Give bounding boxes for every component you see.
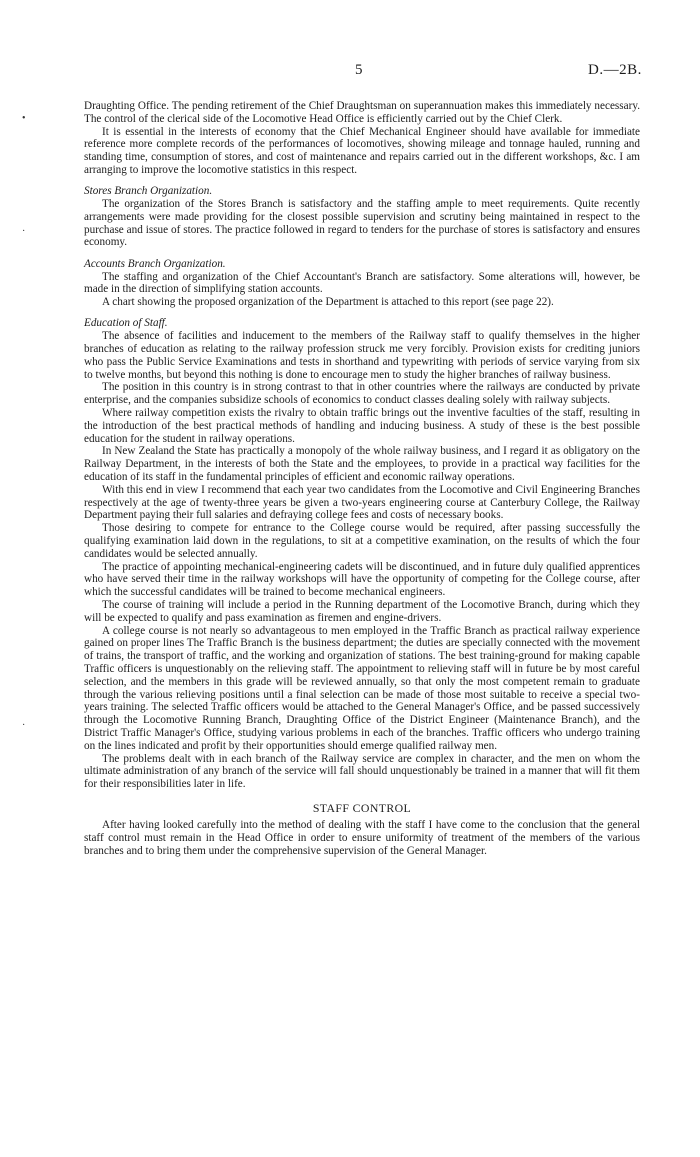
section-heading-stores: Stores Branch Organization. <box>84 185 213 198</box>
section-heading-accounts: Accounts Branch Organization. <box>84 257 226 270</box>
paragraph: Where railway competition exists the rivalry to obtain traffic brings out the inventive faculties of the staff, resulting in the introduction of the best practical methods of handling and inducing business. A study of these is the best possible education for the student in railway operations. <box>84 407 640 445</box>
section-heading-education: Education of Staff. <box>84 317 168 330</box>
paragraph: The organization of the Stores Branch is satisfactory and the staffing ample to meet requirements. Quite recently arrangements were made providing for the closest possible supervision and scrutiny being maintained in respect to the purchase and issue of stores. The practice followed in regard to tenders for the purchase of stores is satisfactory and ensures economy. <box>84 198 640 249</box>
paragraph: Those desiring to compete for entrance to the College course would be required, after passing successfully the qualifying examination laid down in the regulations, to sit at a competitive examination, on the results of which the four candidates would be selected annually. <box>84 522 640 560</box>
paragraph: After having looked carefully into the method of dealing with the staff I have come to the conclusion that the general staff control must remain in the Head Office in order to ensure uniformity of treatment of the members of the various branches and to bring them under the comprehensive supervision of the General Manager. <box>84 819 640 857</box>
paragraph: The course of training will include a period in the Running department of the Locomotive Branch, during which they will be expected to qualify and pass examination as firemen and engine-drivers. <box>84 598 640 624</box>
margin-mark: · <box>22 226 26 237</box>
margin-mark: · <box>22 720 26 731</box>
paragraph: The problems dealt with in each branch of the Railway service are complex in character, and the men on whom the ultimate administration of any branch of the service will fall should unquestionably be trained in a manner that will fit them for their responsibilities later in life. <box>84 752 640 791</box>
paragraph: It is essential in the interests of economy that the Chief Mechanical Engineer should have available for immediate reference more complete records of the performances of locomotives, showing mileage and tonnage hauled, running and standing time, consumption of stores, and cost of maintenance and repairs carried out in the different workshops, &c. I am arranging to improve the locomotive statistics in this respect. <box>84 125 640 176</box>
paragraph: A chart showing the proposed organization of the Department is attached to this report (see page 22). <box>102 296 554 309</box>
section-heading-staff-control: STAFF CONTROL <box>312 801 412 816</box>
document-body <box>84 100 640 858</box>
paragraph: Draughting Office. The pending retirement of the Chief Draughtsman on superannuation makes this immediately necessary. The control of the clerical side of the Locomotive Head Office is efficiently carried out by the Chief Clerk. <box>84 100 640 125</box>
paragraph: The staffing and organization of the Chief Accountant's Branch are satisfactory. Some alterations will, however, be made in the direction of simplifying station accounts. <box>84 270 640 296</box>
page-number: 5 <box>355 62 363 78</box>
document-reference: D.—2B. <box>588 62 642 78</box>
paragraph: With this end in view I recommend that each year two candidates from the Locomotive and Civil Engineering Branches respectively at the age of twenty-three years be given a two-years engineering course at Canterbury College, the Railway Department paying their full salaries and defraying college fees and costs of necessary books. <box>84 483 640 522</box>
margin-mark: • <box>22 113 26 124</box>
paragraph: The absence of facilities and inducement to the members of the Railway staff to qualify themselves in the higher branches of education as relating to the railway profession struck me very forcibly. Provision exists for crediting juniors who pass the Public Service Examinations and tests in shorthand and typewriting with periods of service varying from six to twelve months, but beyond this nothing is done to encourage men to study the higher branches of railway business. <box>84 330 640 381</box>
paragraph: A college course is not nearly so advantageous to men employed in the Traffic Branch as practical railway experience gained on proper lines The Traffic Branch is the business department; the duties are specially connected with the movement of trains, the transport of traffic, and the working and organization of stations. The best training-ground for making capable Traffic officers is unquestionably on the relieving staff. The appointment to relieving staff will in future be by most careful selection, and the members in this grade will be reviewed annually, so that only the most competent remain to graduate through the various relieving positions until a final selection can be made of those most suitable to receive a special two-years training. The selected Traffic officers would be attached to the General Manager's Office, and be passed successively through the Locomotive Running Branch, Draughting Office of the District Engineer (Maintenance Branch), and the District Traffic Manager's Office, studying various problems in each of the branches. Traffic officers who undergo training on the lines indicated and profit by their opportunities should emerge qualified railway men. <box>84 624 640 752</box>
paragraph: The position in this country is in strong contrast to that in other countries where the railways are conducted by private enterprise, and the companies subsidize schools of economics to conduct classes dealing solely with railway subjects. <box>84 381 640 407</box>
paragraph: The practice of appointing mechanical-engineering cadets will be discontinued, and in future duly qualified apprentices who have served their time in the railway workshops will have the opportunity of competing for the College course, after which the successful candidates will be trained to become mechanical engineers. <box>84 560 640 599</box>
paragraph: In New Zealand the State has practically a monopoly of the whole railway business, and I regard it as obligatory on the Railway Department, in the interests of both the State and the employees, to provide in a practical way facilities for the education of its staff in the fundamental principles of efficient and economic railway operations. <box>84 445 640 484</box>
